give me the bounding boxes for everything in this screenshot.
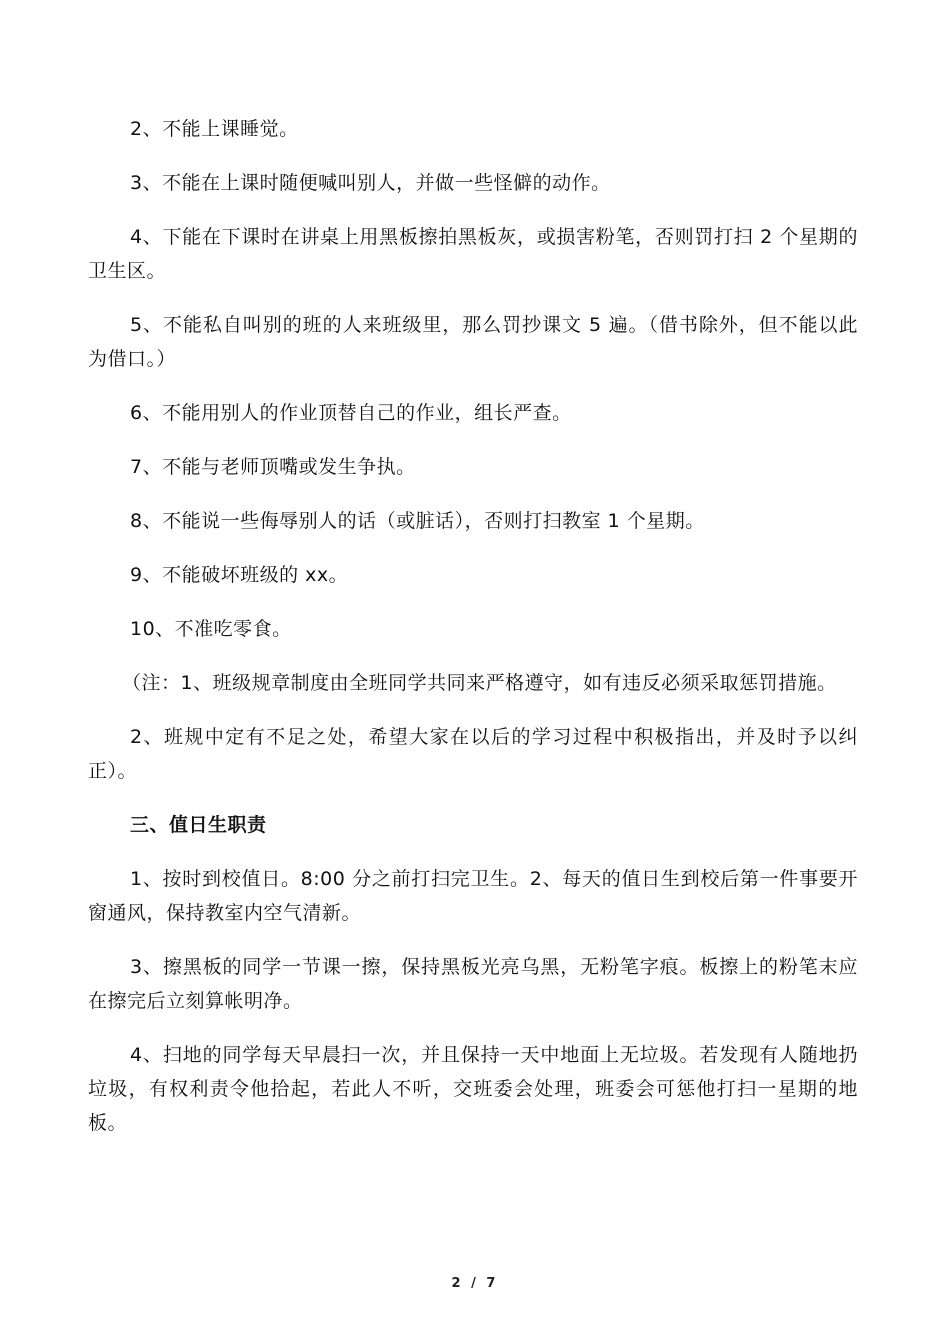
section-heading: 三、值日生职责 xyxy=(130,814,267,836)
rule-item-8: 8、不能说一些侮辱别人的话（或脏话），否则打扫教室 1 个星期。 xyxy=(130,510,705,532)
rule-item-10: 10、不准吃零食。 xyxy=(130,618,292,640)
rule-item-6: 6、不能用别人的作业顶替自己的作业，组长严查。 xyxy=(130,402,572,424)
duty-item-1: 1、按时到校值日。8:00 分之前打扫完卫生。2、每天的值日生到校后第一件事要开窗通风，保持教室内空气清新。 xyxy=(88,868,858,924)
rule-item-2: 2、不能上课睡觉。 xyxy=(130,118,299,140)
page-number: 2 / 7 xyxy=(451,1276,499,1291)
rule-item-7: 7、不能与老师顶嘴或发生争执。 xyxy=(130,456,416,478)
note-item-2: 2、班规中定有不足之处，希望大家在以后的学习过程中积极指出，并及时予以纠正）。 xyxy=(88,726,858,782)
note-item-1: （注：1、班级规章制度由全班同学共同来严格遵守，如有违反必须采取惩罚措施。 xyxy=(122,672,837,694)
duty-item-3: 3、擦黑板的同学一节课一擦，保持黑板光亮乌黑，无粉笔字痕。板擦上的粉笔末应在擦完后立刻算帐明净。 xyxy=(88,956,858,1012)
rule-item-9: 9、不能破坏班级的 xx。 xyxy=(130,564,349,586)
document-body xyxy=(88,112,858,1160)
rule-item-4: 4、下能在下课时在讲桌上用黑板擦拍黑板灰，或损害粉笔，否则罚打扫 2 个星期的卫生区。 xyxy=(88,226,858,282)
duty-item-4: 4、扫地的同学每天早晨扫一次，并且保持一天中地面上无垃圾。若发现有人随地扔垃圾，有权利责令他拾起，若此人不听，交班委会处理，班委会可惩他打扫一星期的地板。 xyxy=(88,1044,858,1134)
rule-item-3: 3、不能在上课时随便喊叫别人，并做一些怪僻的动作。 xyxy=(130,172,611,194)
rule-item-5: 5、不能私自叫别的班的人来班级里，那么罚抄课文 5 遍。（借书除外，但不能以此为借口。） xyxy=(88,314,858,370)
